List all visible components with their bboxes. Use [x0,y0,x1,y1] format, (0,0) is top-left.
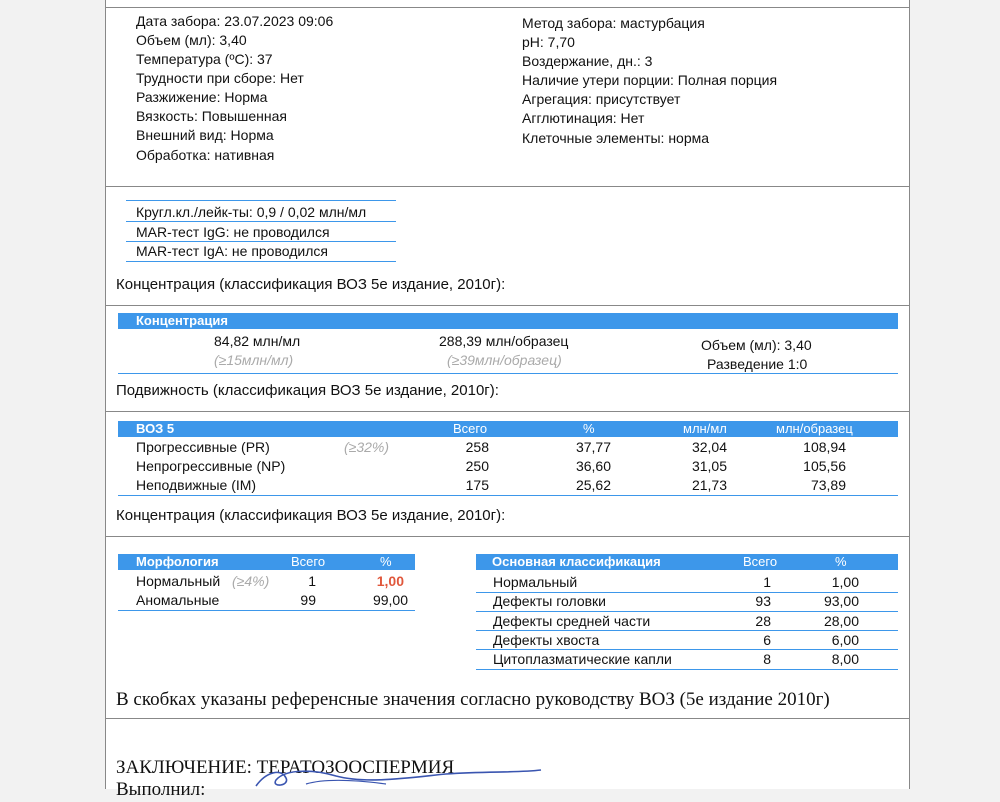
concentration-per-sample: 288,39 млн/образец [439,333,569,349]
concentration-per-ml: 84,82 млн/мл [214,333,301,349]
motility-percent: 36,60 [575,458,611,474]
ph-value: pH: 7,70 [522,34,575,50]
classification-header-label: Основная классификация [492,554,661,569]
classification-label: Дефекты средней части [493,613,651,629]
motility-per-ml: 31,05 [691,458,727,474]
volume: Объем (мл): 3,40 [136,32,247,48]
motility-header-percent: % [583,421,595,436]
classification-total: 6 [763,632,771,648]
mar-test-igg: MAR-тест IgG: не проводился [136,224,330,240]
morphology-label: Аномальные [136,592,220,608]
motility-percent: 25,62 [575,477,611,493]
morphology-header-total: Всего [291,554,326,569]
morphology-header-percent: % [380,554,392,569]
underline [126,261,396,262]
viscosity: Вязкость: Повышенная [136,108,287,124]
underline [126,200,396,201]
morphology-header [118,554,415,570]
classification-label: Дефекты головки [493,593,606,609]
motility-total: 250 [465,458,489,474]
motility-per-sample: 108,94 [803,439,846,455]
dilution: Разведение 1:0 [707,356,808,372]
concentration-per-ml-ref: (≥15млн/мл) [214,352,294,368]
cell-elements: Клеточные элементы: норма [522,130,710,146]
motility-heading: Подвижность (классификация ВОЗ 5е издание, 2010г): [116,382,499,399]
concentration-per-sample-ref: (≥39млн/образец) [447,352,562,368]
divider [106,536,909,537]
divider [106,186,909,187]
divider [106,305,909,306]
morphology-ref: (≥4%) [232,573,270,589]
divider [106,411,909,412]
motility-header-per-sample: млн/образец [776,421,853,436]
underline [118,495,898,496]
motility-per-sample: 105,56 [803,458,846,474]
motility-per-ml: 32,04 [691,439,727,455]
morphology-total: 1 [308,573,316,589]
morphology-percent: 99,00 [372,592,408,608]
temperature: Температура (ºC): 37 [136,51,273,67]
morphology-label: Нормальный [136,573,221,589]
motility-ref: (≥32%) [344,439,390,455]
report-page [105,0,910,800]
concentration-bar [118,313,898,329]
classification-total: 8 [763,651,771,667]
motility-total: 175 [465,477,489,493]
performed-by: Выполнил: [116,779,206,800]
classification-label: Дефекты хвоста [493,632,600,648]
morphology-total: 99 [300,592,316,608]
concentration-heading: Концентрация (классификация ВОЗ 5е издание, 2010г): [116,276,506,293]
underline [126,221,396,222]
motility-percent: 37,77 [575,439,611,455]
classification-total: 1 [763,574,771,590]
classification-percent: 1,00 [831,574,859,590]
signature [246,764,546,789]
underline [118,373,898,374]
appearance: Внешний вид: Норма [136,127,274,143]
conclusion: ЗАКЛЮЧЕНИЕ: ТЕРАТОЗООСПЕРМИЯ [116,757,455,778]
morphology-header-label: Морфология [136,554,219,569]
motility-header-per-ml: млн/мл [683,421,727,436]
abstinence-days: Воздержание, дн.: 3 [522,53,653,69]
processing: Обработка: нативная [136,147,275,163]
underline [476,669,898,670]
motility-label: Прогрессивные (PR) [136,439,270,455]
motility-label: Неподвижные (IM) [136,477,257,493]
classification-percent: 93,00 [823,593,859,609]
divider [106,7,909,8]
motility-total: 258 [465,439,489,455]
classification-header-total: Всего [743,554,778,569]
collection-method: Метод забора: мастурбация [522,15,705,31]
portion-loss: Наличие утери порции: Полная порция [522,72,778,88]
liquefaction: Разжижение: Норма [136,89,268,105]
classification-percent: 6,00 [831,632,859,648]
divider [106,718,909,719]
classification-header [476,554,898,570]
agglutination: Агглютинация: Нет [522,110,645,126]
motility-per-sample: 73,89 [810,477,846,493]
classification-header-percent: % [835,554,847,569]
morphology-percent: 1,00 [376,573,404,589]
motility-header-who: ВОЗ 5 [136,421,175,436]
concentration-bar-label: Концентрация [136,313,228,328]
motility-header [118,421,898,437]
motility-per-ml: 21,73 [691,477,727,493]
classification-total: 28 [755,613,771,629]
mar-test-iga: MAR-тест IgA: не проводился [136,243,328,259]
collection-date: Дата забора: 23.07.2023 09:06 [136,13,334,29]
underline [118,610,415,611]
concentration-volume: Объем (мл): 3,40 [701,337,812,353]
reference-note: В скобках указаны референсные значения согласно руководству ВОЗ (5е издание 2010г) [116,689,830,710]
aggregation: Агрегация: присутствует [522,91,681,107]
classification-label: Нормальный [493,574,578,590]
collection-difficulty: Трудности при сборе: Нет [136,70,304,86]
classification-label: Цитоплазматические капли [493,651,672,667]
morphology-heading: Концентрация (классификация ВОЗ 5е издание, 2010г): [116,507,506,524]
motility-label: Непрогрессивные (NP) [136,458,286,474]
motility-header-total: Всего [453,421,488,436]
round-cells-leukocytes: Кругл.кл./лейк-ты: 0,9 / 0,02 млн/мл [136,204,367,220]
classification-percent: 8,00 [831,651,859,667]
classification-total: 93 [755,593,771,609]
classification-percent: 28,00 [823,613,859,629]
